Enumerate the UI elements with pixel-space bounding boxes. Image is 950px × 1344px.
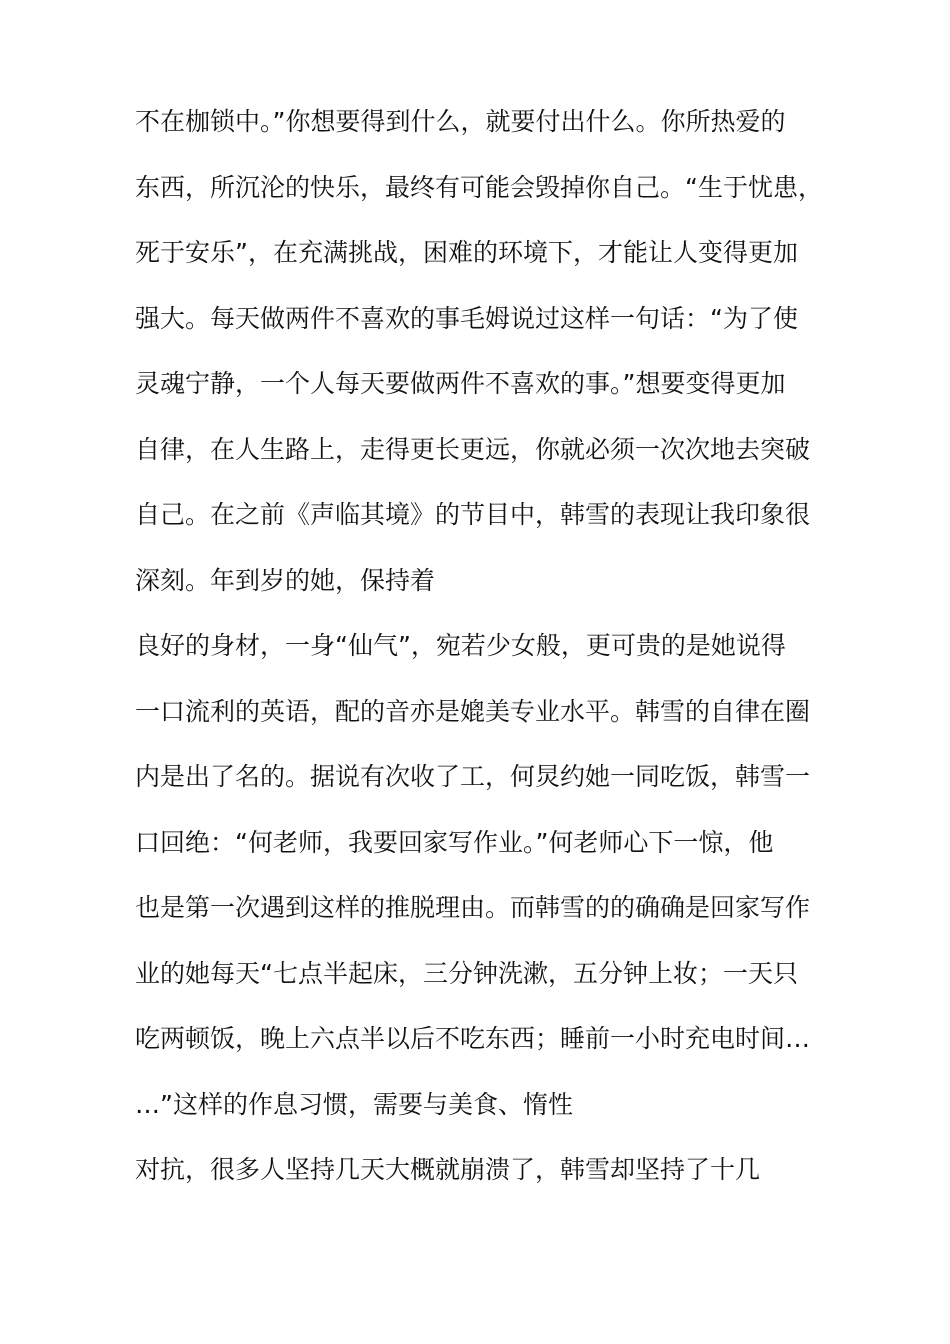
text-line: 自律，在人生路上，走得更长更远，你就必须一次次地去突破 bbox=[135, 434, 811, 464]
text-line: 吃两顿饭，晚上六点半以后不吃东西；睡前一小时充电时间… bbox=[135, 1024, 811, 1053]
text-line: 业的她每天“七点半起床，三分钟洗漱，五分钟上妆；一天只 bbox=[135, 958, 798, 988]
text-line: 自己。在之前《声临其境》的节目中，韩雪的表现让我印象很 bbox=[135, 500, 811, 529]
text-line: 口回绝：“何老师，我要回家写作业。”何老师心下一惊，他 bbox=[135, 827, 774, 857]
text-line: 死于安乐”，在充满挑战，困难的环境下，才能让人变得更加 bbox=[135, 238, 798, 267]
text-line: 深刻。年到岁的她，保持着 bbox=[135, 565, 436, 595]
text-line: …”这样的作息习惯，需要与美食、惰性 bbox=[135, 1089, 573, 1119]
text-line: 也是第一次遇到这样的推脱理由。而韩雪的的确确是回家写作 bbox=[135, 893, 811, 922]
text-line: 一口流利的英语，配的音亦是媲美专业水平。韩雪的自律在圈 bbox=[135, 696, 811, 726]
text-line: 内是出了名的。据说有次收了工，何炅约她一同吃饭，韩雪一 bbox=[135, 762, 811, 791]
text-line: 对抗，很多人坚持几天大概就崩溃了，韩雪却坚持了十几 bbox=[135, 1155, 761, 1184]
text-line: 不在枷锁中。”你想要得到什么，就要付出什么。你所热爱的 bbox=[135, 107, 786, 136]
document-body bbox=[135, 99, 835, 1213]
text-line: 东西，所沉沦的快乐，最终有可能会毁掉你自己。“生于忧患， bbox=[135, 172, 823, 202]
text-line: 良好的身材，一身“仙气”，宛若少女般，更可贵的是她说得 bbox=[135, 631, 786, 660]
text-line: 灵魂宁静，一个人每天要做两件不喜欢的事。”想要变得更加 bbox=[135, 369, 786, 398]
text-line: 强大。每天做两件不喜欢的事毛姆说过这样一句话：“为了使 bbox=[135, 303, 798, 333]
